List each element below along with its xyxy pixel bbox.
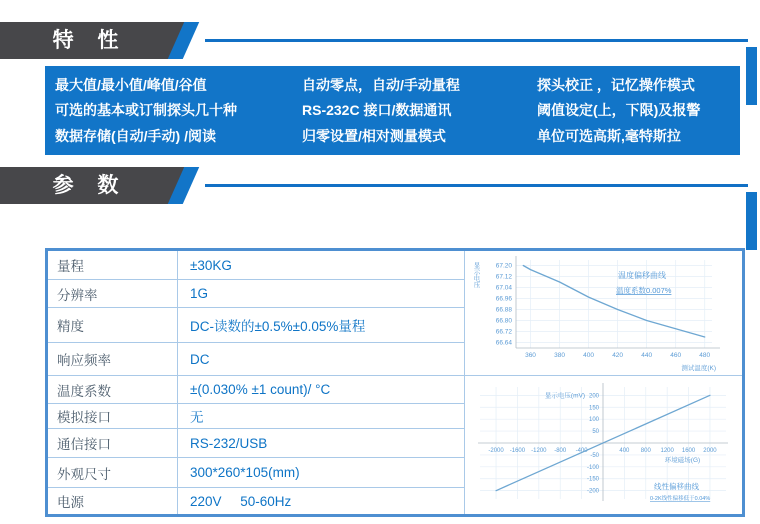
svg-text:-2000: -2000: [488, 448, 504, 454]
svg-text:-50: -50: [590, 452, 599, 459]
svg-text:-1600: -1600: [509, 448, 526, 454]
svg-text:66.96: 66.96: [495, 295, 512, 303]
spec-label: 温度系数: [48, 376, 178, 403]
spec-value: 1G: [190, 286, 209, 301]
svg-text:67.04: 67.04: [495, 284, 512, 292]
feature-item: 可选的基本或订制探头几十种: [55, 102, 237, 119]
spec-row-analog-interface: [48, 404, 464, 429]
spec-value: RS-232/USB: [190, 435, 268, 451]
svg-text:66.88: 66.88: [495, 306, 512, 314]
features-column-2: [292, 66, 527, 155]
feature-item: 最大值/最小值/峰值/谷值: [55, 76, 207, 93]
svg-text:1600: 1600: [681, 448, 696, 454]
linearity-chart: [466, 377, 742, 513]
spec-label: 模拟接口: [48, 404, 178, 428]
spec-label: 电源: [48, 488, 178, 514]
svg-text:1200: 1200: [660, 448, 674, 454]
svg-text:50: 50: [592, 429, 599, 436]
svg-text:线性偏移曲线: 线性偏移曲线: [654, 482, 699, 491]
spec-value: ±30KG: [190, 257, 232, 273]
svg-text:420: 420: [612, 352, 624, 359]
feature-item: 归零设置/相对测量模式: [302, 128, 446, 145]
svg-text:-200: -200: [586, 488, 599, 495]
svg-text:100: 100: [588, 417, 599, 424]
svg-text:440: 440: [641, 352, 653, 359]
svg-text:2000: 2000: [703, 448, 717, 454]
linearity-chart-cell: [465, 376, 742, 514]
spec-label: 外观尺寸: [48, 458, 178, 487]
svg-text:380: 380: [554, 352, 565, 359]
svg-text:温度偏移曲线: 温度偏移曲线: [618, 271, 666, 280]
features-section-header: [0, 22, 760, 59]
spec-row-resolution: [48, 280, 464, 308]
svg-text:显示电压: 显示电压: [472, 262, 480, 288]
features-section-title: 特 性: [52, 29, 128, 52]
svg-text:-150: -150: [586, 476, 599, 483]
svg-text:66.64: 66.64: [495, 339, 512, 347]
svg-text:环境磁场(G): 环境磁场(G): [664, 457, 701, 464]
spec-row-accuracy: [48, 308, 464, 343]
spec-row-communication-interface: [48, 429, 464, 458]
spec-value: 300*260*105(mm): [190, 465, 300, 480]
features-column-3: [527, 66, 740, 155]
svg-text:480: 480: [699, 352, 711, 359]
svg-text:测试温度(K): 测试温度(K): [681, 365, 716, 372]
svg-text:66.72: 66.72: [495, 328, 512, 336]
features-banner: [45, 66, 740, 155]
chart-column: [464, 251, 742, 514]
svg-text:0-2K线性偏移低于0.04%: 0-2K线性偏移低于0.04%: [650, 496, 711, 502]
svg-text:360: 360: [525, 352, 536, 359]
svg-text:460: 460: [670, 352, 682, 359]
spec-table-rows: [48, 251, 464, 514]
svg-text:800: 800: [640, 448, 651, 454]
svg-text:400: 400: [583, 352, 595, 359]
features-column-1: [45, 66, 292, 155]
temperature-drift-chart: [466, 252, 742, 374]
feature-item: 探头校正 ，记忆操作模式: [537, 76, 695, 93]
parameters-section-title: 参 数: [52, 174, 128, 197]
spec-row-temperature-coefficient: [48, 376, 464, 404]
spec-label: 量程: [48, 251, 178, 279]
feature-item: RS-232C 接口/数据通讯: [302, 102, 452, 119]
parameters-section-header: [0, 167, 760, 204]
spec-value: DC-读数的±0.5%±0.05%量程: [190, 319, 366, 334]
header-accent-line: [205, 39, 748, 42]
spec-label: 精度: [48, 308, 178, 342]
header-accent-line: [205, 184, 748, 187]
feature-item: 阈值设定(上，下限)及报警: [537, 102, 701, 119]
spec-value: 无: [190, 410, 204, 425]
feature-item: 单位可选高斯,毫特斯拉: [537, 128, 681, 145]
svg-text:67.12: 67.12: [495, 273, 512, 281]
svg-text:-400: -400: [575, 448, 588, 454]
header-accent-ribbon: [746, 47, 757, 105]
svg-text:400: 400: [619, 448, 630, 454]
svg-text:-800: -800: [554, 448, 567, 454]
spec-label: 响应频率: [48, 343, 178, 375]
svg-text:150: 150: [588, 405, 599, 412]
spec-row-power: [48, 488, 464, 514]
temperature-drift-chart-cell: [465, 251, 742, 376]
feature-item: 数据存储(自动/手动) /阅读: [55, 128, 216, 145]
spec-row-response-frequency: [48, 343, 464, 376]
svg-text:显示电压(mV): 显示电压(mV): [544, 392, 585, 400]
spec-row-dimensions: [48, 458, 464, 488]
spec-row-range: [48, 251, 464, 280]
spec-table: [45, 248, 745, 517]
svg-text:温度系数0.007%: 温度系数0.007%: [616, 286, 672, 295]
svg-text:200: 200: [588, 393, 599, 400]
spec-label: 通信接口: [48, 429, 178, 457]
svg-text:66.80: 66.80: [495, 317, 512, 325]
svg-text:67.20: 67.20: [495, 262, 512, 270]
header-accent-ribbon: [746, 192, 757, 250]
feature-item: 自动零点，自动/手动量程: [302, 76, 460, 93]
spec-value: DC: [190, 351, 210, 367]
svg-text:-1200: -1200: [531, 448, 547, 454]
spec-label: 分辨率: [48, 280, 178, 307]
svg-text:-100: -100: [586, 464, 599, 471]
spec-value: ±(0.030% ±1 count)/ °C: [190, 382, 331, 397]
spec-value: 220V 50-60Hz: [190, 493, 292, 509]
